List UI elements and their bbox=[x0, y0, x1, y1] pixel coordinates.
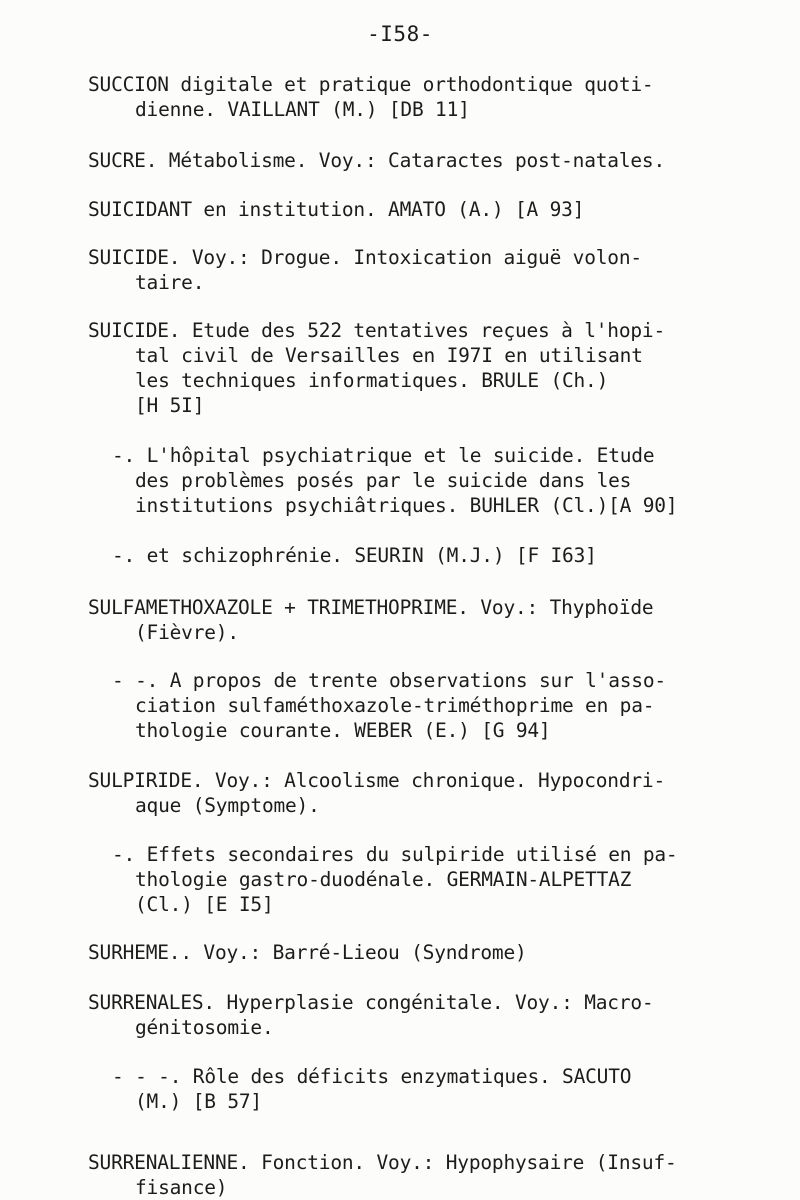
entry-line: (Cl.) [E I5] bbox=[135, 893, 274, 916]
entry-line: thologie courante. WEBER (E.) [G 94] bbox=[135, 719, 551, 742]
entry-line: SULPIRIDE. Voy.: Alcoolisme chronique. Hypocondri- bbox=[88, 769, 665, 792]
entry-line: ciation sulfaméthoxazole-triméthoprime en pa- bbox=[135, 694, 655, 717]
index-subentry bbox=[112, 668, 666, 743]
entry-line: taire. bbox=[135, 271, 205, 294]
entry-line: tal civil de Versailles en I97I en utilisant bbox=[135, 344, 643, 367]
index-entry bbox=[88, 318, 665, 418]
index-entry bbox=[88, 72, 653, 122]
index-subentry bbox=[112, 1064, 631, 1114]
index-entry bbox=[88, 768, 665, 818]
entry-line: SUICIDE. Voy.: Drogue. Intoxication aiguë volon- bbox=[88, 246, 642, 269]
entry-line: thologie gastro-duodénale. GERMAIN-ALPETTAZ bbox=[135, 868, 632, 891]
index-subentry bbox=[112, 543, 597, 568]
entry-line: SUICIDE. Etude des 522 tentatives reçues à l'hopi- bbox=[88, 319, 665, 342]
entry-line: fisance) bbox=[135, 1176, 228, 1199]
index-entry bbox=[88, 940, 527, 965]
entry-line: (M.) [B 57] bbox=[135, 1090, 262, 1113]
entry-line: dienne. VAILLANT (M.) [DB 11] bbox=[135, 98, 470, 121]
entry-line: - -. A propos de trente observations sur l'asso- bbox=[112, 669, 666, 692]
entry-line: -. et schizophrénie. SEURIN (M.J.) [F I63] bbox=[112, 544, 597, 567]
index-entry bbox=[88, 148, 665, 173]
entry-line: génitosomie. bbox=[135, 1016, 274, 1039]
index-entry bbox=[88, 245, 642, 295]
entry-line: -. Effets secondaires du sulpiride utilisé en pa- bbox=[112, 843, 678, 866]
index-entry bbox=[88, 595, 653, 645]
entry-line: SUCCION digitale et pratique orthodontique quoti- bbox=[88, 73, 654, 96]
entry-line: [H 5I] bbox=[135, 394, 205, 417]
entry-line: -. L'hôpital psychiatrique et le suicide. Etude bbox=[112, 444, 655, 467]
entry-line: les techniques informatiques. BRULE (Ch.) bbox=[135, 369, 609, 392]
entry-line: SURRENALES. Hyperplasie congénitale. Voy.: Macro- bbox=[88, 991, 654, 1014]
page-number: -I58- bbox=[367, 22, 433, 46]
index-entry bbox=[88, 197, 584, 222]
index-entry bbox=[88, 1150, 677, 1200]
entry-line: SURHEME.. Voy.: Barré-Lieou (Syndrome) bbox=[88, 941, 527, 964]
entry-line: SUCRE. Métabolisme. Voy.: Cataractes post-natales. bbox=[88, 149, 665, 172]
index-subentry bbox=[112, 842, 677, 917]
index-subentry bbox=[112, 443, 677, 518]
entry-line: SURRENALIENNE. Fonction. Voy.: Hypophysaire (Insuf- bbox=[88, 1151, 677, 1174]
entry-line: aque (Symptome). bbox=[135, 794, 320, 817]
entry-line: (Fièvre). bbox=[135, 621, 239, 644]
entry-line: institutions psychiâtriques. BUHLER (Cl.)[A 90] bbox=[135, 494, 678, 517]
entry-line: - - -. Rôle des déficits enzymatiques. SACUTO bbox=[112, 1065, 632, 1088]
entry-line: SUICIDANT en institution. AMATO (A.) [A 93] bbox=[88, 198, 585, 221]
index-entry bbox=[88, 990, 653, 1040]
entry-line: SULFAMETHOXAZOLE + TRIMETHOPRIME. Voy.: Thyphoïde bbox=[88, 596, 654, 619]
entry-line: des problèmes posés par le suicide dans les bbox=[135, 469, 632, 492]
